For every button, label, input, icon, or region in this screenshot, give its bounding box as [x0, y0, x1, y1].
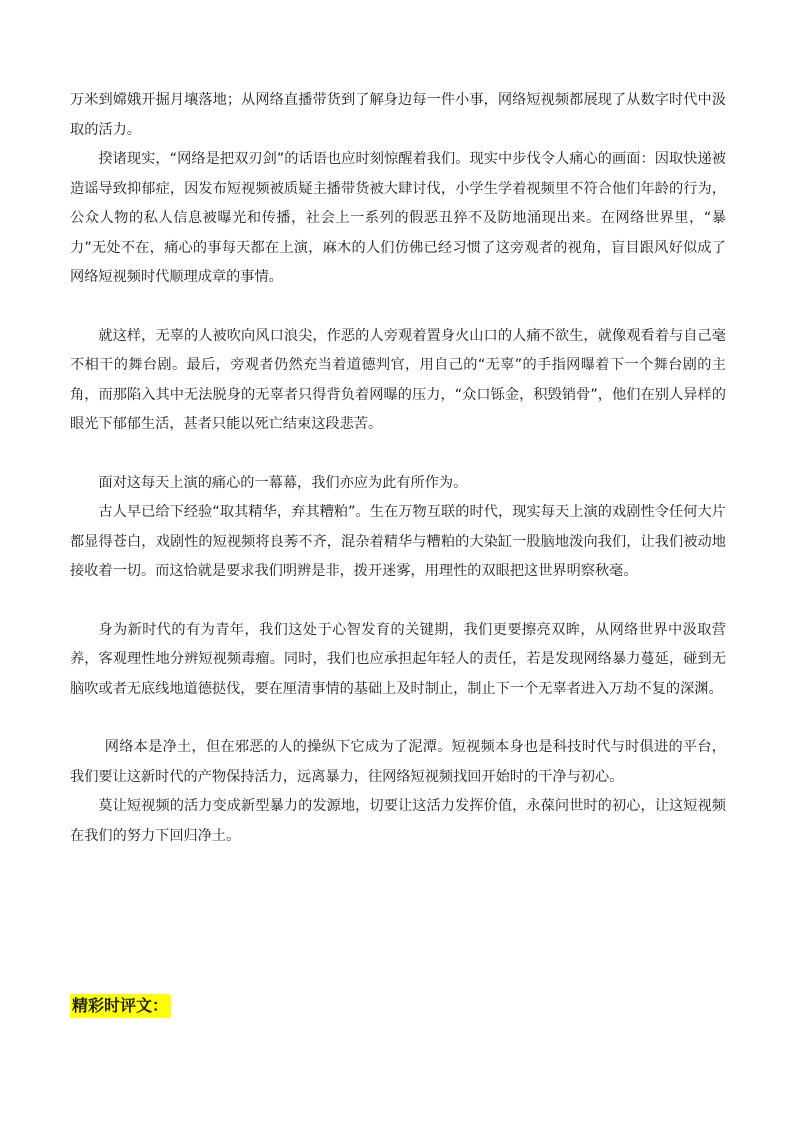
- paragraph-8: 莫让短视频的活力变成新型暴力的发源地，切要让这活力发挥价值，永葆问世时的初心，让这短视频在我们的努力下回归净土。: [70, 798, 726, 844]
- paragraph-spacer: [70, 587, 726, 616]
- paragraph-spacer: [70, 704, 726, 733]
- section-heading: 精彩时评文：: [70, 994, 171, 1018]
- paragraph-spacer: [70, 440, 726, 469]
- paragraph-4: 面对这每天上演的痛心的一幕幕，我们亦应为此有所作为。: [98, 474, 468, 491]
- paragraph-3: 就这样，无辜的人被吹向风口浪尖，作恶的人旁观着置身火山口的人痛不欲生，就像观看着与自己毫不相干的舞台剧。最后，旁观者仍然充当着道德判官，用自己的“无辜”的手指网曝着下一个舞台剧的主角，而那陷入其中无法脱身的无辜者只得背负着网曝的压力，“众口铄金，积毁销骨”，他们在别人异样的眼光下郁郁生活，甚者只能以死亡结束这段悲苦。: [70, 327, 726, 432]
- paragraph-spacer: [70, 293, 726, 322]
- paragraph-6: 身为新时代的有为青年，我们这处于心智发育的关键期，我们更要擦亮双眸，从网络世界中汲取营养，客观理性地分辨短视频毒瘤。同时，我们也应承担起年轻人的责任，若是发现网络暴力蔓延，碰到无脑吹或者无底线地道德挞伐，要在厘清事情的基础上及时制止，制止下一个无辜者进入万劫不复的深渊。: [70, 621, 726, 697]
- paragraph-5: 古人早已给下经验“取其精华，弃其糟粕”。生在万物互联的时代，现实每天上演的戏剧性令任何大片都显得苍白，戏剧性的短视频将良莠不齐，混杂着精华与糟粕的大染缸一股脑地泼向我们，让我们被动地接收着一切。而这恰就是要求我们明辨是非，拨开迷雾，用理性的双眼把这世界明察秋毫。: [70, 504, 726, 579]
- paragraph-1: 万米到嫦娥开掘月壤落地；从网络直播带货到了解身边每一件小事，网络短视频都展现了从数字时代中汲取的活力。: [70, 92, 726, 138]
- paragraph-2: 揆诸现实，“网络是把双刃剑”的话语也应时刻惊醒着我们。现实中步伐令人痛心的画面：因取快递被造谣导致抑郁症，因发布短视频被质疑主播带货被大肆讨伐，小学生学着视频里不符合他们年龄的行为，公众人物的私人信息被曝光和传播，社会上一系列的假恶丑猝不及防地涌现出来。在网络世界里，“暴力”无处不在，痛心的事每天都在上演，麻木的人们仿佛已经习惯了这旁观者的视角，盲目跟风好似成了网络短视频时代顺理成章的事情。: [70, 151, 726, 285]
- paragraph-7: 网络本是净土，但在邪恶的人的操纵下它成为了泥潭。短视频本身也是科技时代与时俱进的平台，我们要让这新时代的产物保持活力，远离暴力，往网络短视频找回开始时的干净与初心。: [70, 739, 726, 785]
- document-body: [70, 86, 726, 851]
